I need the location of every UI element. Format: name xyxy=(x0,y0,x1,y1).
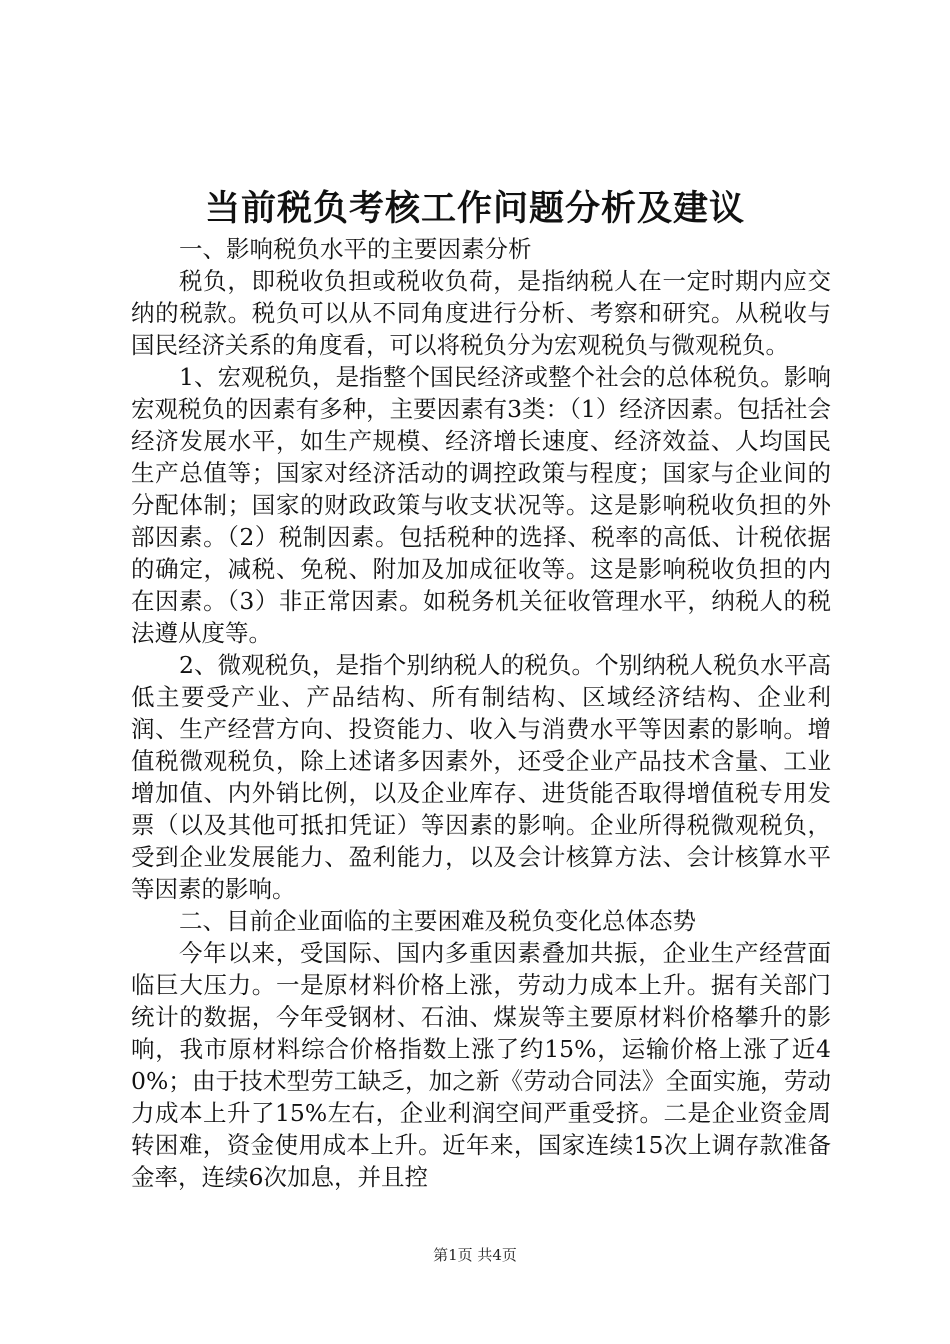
paragraph-macro-tax: 1、宏观税负，是指整个国民经济或整个社会的总体税负。影响宏观税负的因素有多种，主要因素有3类：（1）经济因素。包括社会经济发展水平，如生产规模、经济增长速度、经济效益、人均国民生产总值等；国家对经济活动的调控政策与程度；国家与企业间的分配体制；国家的财政政策与收支状况等。这是影响税收负担的外部因素。（2）税制因素。包括税种的选择、税率的高低、计税依据的确定，减税、免税、附加及加成征收等。这是影响税收负担的内在因素。（3）非正常因素。如税务机关征收管理水平，纳税人的税法遵从度等。 xyxy=(131,363,831,647)
section-heading-1: 一、影响税负水平的主要因素分析 xyxy=(179,235,532,263)
paragraph-intro: 税负，即税收负担或税收负荷，是指纳税人在一定时期内应交纳的税款。税负可以从不同角度进行分析、考察和研究。从税收与国民经济关系的角度看，可以将税负分为宏观税负与微观税负。 xyxy=(131,267,831,359)
document-title: 当前税负考核工作问题分析及建议 xyxy=(204,188,745,229)
paragraph-current-situation: 今年以来，受国际、国内多重因素叠加共振，企业生产经营面临巨大压力。一是原材料价格上涨，劳动力成本上升。据有关部门统计的数据，今年受钢材、石油、煤炭等主要原材料价格攀升的影响，我市原材料综合价格指数上涨了约15%，运输价格上涨了近40%；由于技术型劳工缺乏，加之新《劳动合同法》全面实施，劳动力成本上升了15%左右，企业利润空间严重受挤。二是企业资金周转困难，资金使用成本上升。近年来，国家连续15次上调存款准备金率，连续6次加息，并且控 xyxy=(131,939,831,1191)
paragraph-micro-tax: 2、微观税负，是指个别纳税人的税负。个别纳税人税负水平高低主要受产业、产品结构、所有制结构、区域经济结构、企业利润、生产经营方向、投资能力、收入与消费水平等因素的影响。增值税微观税负，除上述诸多因素外，还受企业产品技术含量、工业增加值、内外销比例，以及企业库存、进货能否取得增值税专用发票（以及其他可抵扣凭证）等因素的影响。企业所得税微观税负，受到企业发展能力、盈利能力，以及会计核算方法、会计核算水平等因素的影响。 xyxy=(131,651,831,903)
document-body xyxy=(131,233,831,1193)
page-footer: 第1页 共4页 xyxy=(433,1246,517,1264)
section-heading-2: 二、目前企业面临的主要困难及税负变化总体态势 xyxy=(179,907,696,935)
